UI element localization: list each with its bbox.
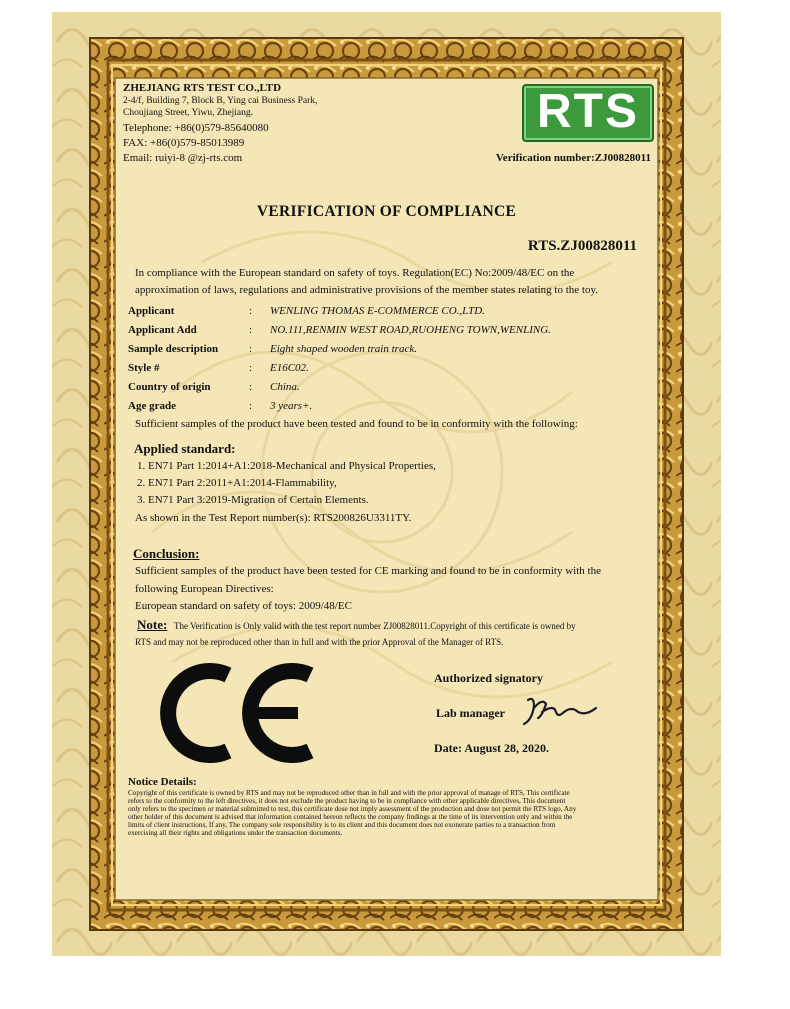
field-value-applicant-add: NO.111,RENMIN WEST ROAD,RUOHENG TOWN,WENLING. bbox=[270, 324, 551, 336]
certificate-number: RTS.ZJ00828011 bbox=[527, 238, 637, 254]
notice-line: limits of client instructions, If any, The company sole responsibility is to its client and this document does not exonerate parties to a transaction from bbox=[128, 821, 556, 829]
conclusion-line-1: Sufficient samples of the product have been tested for CE marking and found to be in conformity with the bbox=[135, 565, 601, 577]
intro-line-2: approximation of laws, regulations and administrative provisions of the member states relating to the toy. bbox=[135, 284, 599, 296]
verification-number: Verification number:ZJ00828011 bbox=[495, 152, 651, 164]
note-text-line-1: The Verification is Only valid with the test report number ZJ00828011.Copyright of this certificate is owned by bbox=[174, 621, 576, 631]
issuer-address-line-2: Choujiang Street, Yiwu, Zhejiang. bbox=[123, 108, 253, 118]
field-sep: : bbox=[249, 362, 253, 374]
issuer-email: Email: ruiyi-8 @zj-rts.com bbox=[123, 152, 243, 164]
issuer-address-line-1: 2-4/f, Building 7, Block B, Ying cai Business Park, bbox=[123, 96, 318, 106]
field-label-age-grade: Age grade bbox=[128, 400, 176, 412]
note-text-line-2: RTS and may not be reproduced other than in full and with the prior Approval of the Manager of RTS. bbox=[135, 637, 504, 647]
field-sep: : bbox=[249, 343, 253, 355]
rts-logo-text: RTS bbox=[537, 85, 639, 138]
test-report-line: As shown in the Test Report number(s): RTS200826U3311TY. bbox=[135, 512, 412, 524]
field-sep: : bbox=[249, 381, 253, 393]
signature-image bbox=[520, 694, 600, 730]
field-sep: : bbox=[249, 305, 253, 317]
conclusion-heading: Conclusion: bbox=[133, 546, 200, 561]
standard-item: 3. EN71 Part 3:2019-Migration of Certain Elements. bbox=[137, 494, 369, 506]
notice-heading: Notice Details: bbox=[128, 776, 197, 788]
field-value-country-of-origin: China. bbox=[270, 381, 300, 393]
field-sep: : bbox=[249, 324, 253, 336]
lab-manager-label: Lab manager bbox=[436, 706, 505, 720]
intro-line-1: In compliance with the European standard on safety of toys. Regulation(EC) No:2009/48/EC on the bbox=[135, 267, 575, 279]
notice-line: refers to the conformity to the left directives, it does not exclude the product having to be in compliance with other applicable directives, This document bbox=[128, 797, 566, 805]
conformity-text: Sufficient samples of the product have been tested and found to be in conformity with the following: bbox=[135, 418, 578, 430]
field-label-country-of-origin: Country of origin bbox=[128, 381, 211, 393]
conclusion-line-2: following European Directives: bbox=[135, 583, 274, 595]
applied-standard-heading: Applied standard: bbox=[134, 441, 236, 456]
field-label-applicant: Applicant bbox=[128, 305, 175, 317]
notice-line: Copyright of this certificate is owned by RTS and may not be reproduced other than in full and with the prior approval of manage of RTS, This certificate bbox=[128, 789, 570, 797]
field-value-style: E16C02. bbox=[270, 362, 309, 374]
signature-date: Date: August 28, 2020. bbox=[434, 741, 550, 755]
note-label: Note: bbox=[137, 617, 168, 632]
document-title: VERIFICATION OF COMPLIANCE bbox=[256, 203, 517, 220]
field-label-applicant-add: Applicant Add bbox=[128, 324, 197, 336]
ce-mark bbox=[158, 663, 318, 763]
field-value-age-grade: 3 years+. bbox=[270, 400, 313, 412]
issuer-telephone: Telephone: +86(0)579-85640080 bbox=[123, 122, 269, 134]
issuer-fax: FAX: +86(0)579-85013989 bbox=[123, 137, 245, 149]
rts-logo bbox=[522, 84, 654, 142]
field-value-sample-description: Eight shaped wooden train track. bbox=[270, 343, 417, 355]
field-label-sample-description: Sample description bbox=[128, 343, 219, 355]
issuer-name: ZHEJIANG RTS TEST CO.,LTD bbox=[123, 82, 282, 94]
standard-item: 2. EN71 Part 2:2011+A1:2014-Flammability, bbox=[137, 477, 337, 489]
notice-line: other holder of this document is advised that information contained hereon reflects the company findings at the time of its intervention only and within the bbox=[128, 813, 573, 821]
notice-line: only refers to the specimen or material submitted to test, this certificate dose not imply assessment of the production and dose not permit the RTS logo, Any bbox=[128, 805, 577, 813]
field-sep: : bbox=[249, 400, 253, 412]
notice-line: exercising all their rights and obligations under the transaction documents. bbox=[128, 829, 343, 837]
field-value-applicant: WENLING THOMAS E-COMMERCE CO.,LTD. bbox=[270, 305, 485, 317]
standard-item: 1. EN71 Part 1:2014+A1:2018-Mechanical and Physical Properties, bbox=[137, 460, 436, 472]
conclusion-line-3: European standard on safety of toys: 2009/48/EC bbox=[135, 600, 352, 612]
field-label-style: Style # bbox=[128, 362, 160, 374]
authorized-signatory: Authorized signatory bbox=[434, 671, 543, 685]
